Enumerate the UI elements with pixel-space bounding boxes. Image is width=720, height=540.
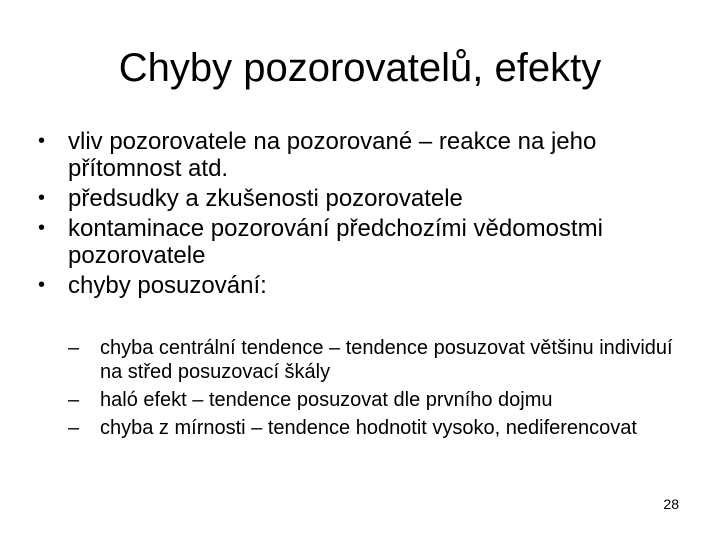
bullet-mark: • (38, 274, 46, 296)
bullet-list (38, 128, 678, 302)
slide-title: Chyby pozorovatelů, efekty (118, 46, 602, 90)
sub-bullet-mark: – (68, 417, 80, 439)
bullet-text: chyby posuzování: (68, 272, 267, 299)
bullet-item (38, 215, 678, 269)
bullet-item (38, 272, 678, 299)
sub-bullet-item (68, 336, 680, 384)
bullet-mark: • (38, 130, 46, 152)
sub-bullet-item (68, 416, 680, 440)
bullet-text: vliv pozorovatele na pozorované – reakce na jeho přítomnost atd. (68, 128, 597, 182)
bullet-mark: • (38, 187, 46, 209)
sub-bullet-mark: – (68, 337, 80, 359)
sub-bullet-mark: – (68, 389, 80, 411)
sub-bullet-item (68, 388, 680, 412)
bullet-item (38, 185, 678, 212)
sub-bullet-container (38, 336, 678, 444)
bullet-text: předsudky a zkušenosti pozorovatele (68, 185, 463, 212)
sub-bullet-list (38, 336, 678, 440)
sub-bullet-text: chyba z mírnosti – tendence hodnotit vysoko, nediferencovat (100, 417, 637, 439)
page-number: 28 (663, 496, 679, 512)
sub-bullet-text: chyba centrální tendence – tendence posuzovat většinu individuí na střed posuzovací škály (100, 337, 673, 383)
bullet-mark: • (38, 217, 46, 239)
bullet-text: kontaminace pozorování předchozími vědomostmi pozorovatele (68, 215, 603, 269)
bullet-item (38, 128, 678, 182)
sub-bullet-text: haló efekt – tendence posuzovat dle prvního dojmu (100, 389, 553, 411)
